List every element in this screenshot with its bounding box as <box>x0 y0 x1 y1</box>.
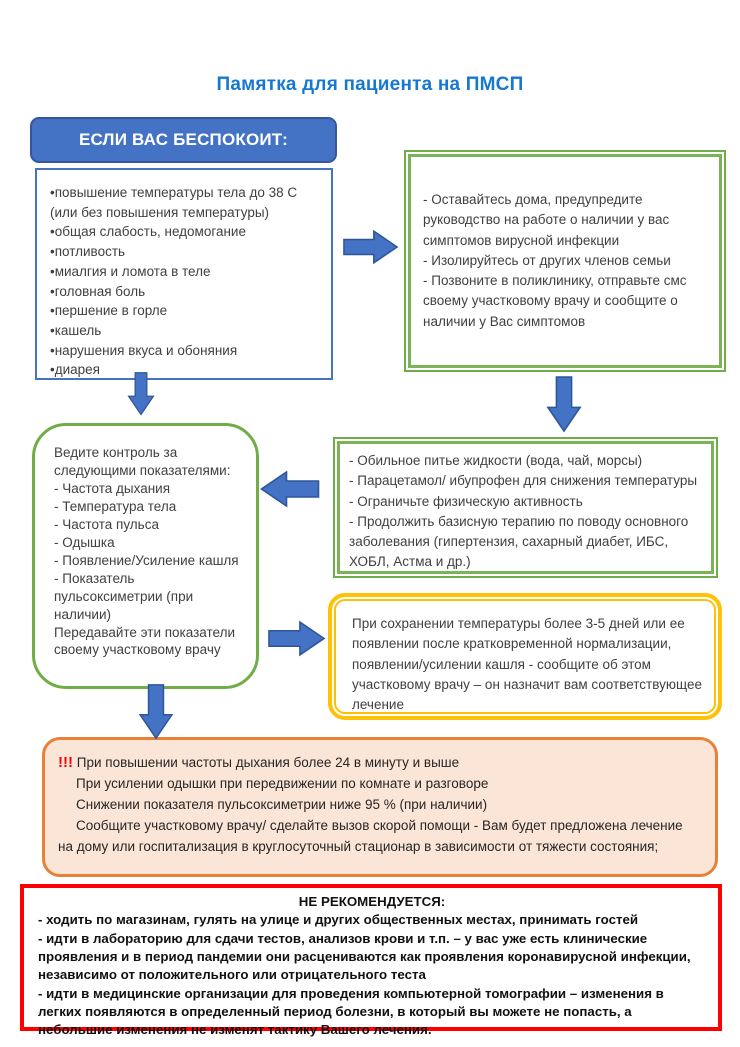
warning-line-text: При повышении частоты дыхания более 24 в минуту и выше <box>76 755 460 770</box>
warning-line: Снижении показателя пульсоксиметрии ниже 95 % (при наличии) <box>76 797 488 813</box>
monitor-line: - Температура тела <box>54 498 177 514</box>
arrow-right-icon <box>268 619 326 658</box>
monitor-line: Ведите контроль за следующими показателями: <box>54 445 231 478</box>
symptom-item: •диарея <box>50 362 100 378</box>
treatment-line: - Продолжить базисную терапию по поводу основного заболевания (гипертензия, сахарный диабет, ИБС, ХОБЛ, Астма и др.) <box>349 513 689 570</box>
monitor-indicators-box <box>32 423 259 689</box>
stay-home-line: - Позвоните в поликлинику, отправьте смс своему участковому врачу и сообщите о наличии у Вас симптомов <box>423 273 687 329</box>
treatment-line: - Ограничьте физическую активность <box>349 493 583 509</box>
not-recommended-line: - идти в лабораторию для сдачи тестов, анализов крови и т.п. – у вас уже есть клинические проявления и в период пандемии они расцениваются как проявления коронавирусной инфекции, независимо от положительного или отрицательного теста <box>38 930 691 983</box>
monitor-line: - Показатель пульсоксиметрии (при наличии) <box>54 570 194 622</box>
if-you-worry-header <box>30 117 337 163</box>
arrow-left-icon <box>255 469 324 509</box>
page-title: Памятка для пациента на ПМСП <box>216 74 524 95</box>
stay-home-line: - Оставайтесь дома, предупредите руководство на работе о наличии у вас симптомов вирусной инфекции <box>423 192 670 248</box>
symptom-item: •головная боль <box>50 283 146 299</box>
symptom-item: •повышение температуры тела до 38 С (или без повышения температуры) <box>50 185 298 220</box>
monitor-line: Передавайте эти показатели своему участковому врачу <box>54 624 236 658</box>
warning-line: Сообщите участковому врачу/ сделайте вызов скорой помощи - Вам будет предложена лечение на дому или госпитализация в круглосуточный стационар в зависимости от тяжести состояния; <box>58 818 683 855</box>
stay-home-box <box>404 150 726 372</box>
arrow-right-icon <box>343 226 399 268</box>
monitor-line: - Появление/Усиление кашля <box>54 552 239 568</box>
not-recommended-title: НЕ РЕКОМЕНДУЕТСЯ: <box>298 894 446 909</box>
arrow-down-icon <box>134 684 178 740</box>
monitor-line: - Одышка <box>54 534 115 550</box>
arrow-down-icon <box>544 376 584 433</box>
symptom-item: •кашель <box>50 322 102 338</box>
symptom-item: •першение в горле <box>50 303 168 319</box>
header-label: ЕСЛИ ВАС БЕСПОКОИТ: <box>78 130 289 149</box>
treatment-line: - Парацетамол/ ибупрофен для снижения температуры <box>349 473 698 489</box>
arrow-down-icon <box>116 372 166 416</box>
warning-line <box>58 751 701 774</box>
symptom-item: •общая слабость, недомогание <box>50 224 246 240</box>
persistent-fever-box <box>328 593 722 720</box>
not-recommended-box <box>20 884 722 1038</box>
monitor-line: - Частота пульса <box>54 516 159 532</box>
triple-exclamation-icon: !!! <box>58 754 73 771</box>
symptom-item: •нарушения вкуса и обоняния <box>50 342 238 358</box>
symptom-item: •миалгия и ломота в теле <box>50 263 211 279</box>
treatment-line: - Обильное питье жидкости (вода, чай, морсы) <box>349 453 643 468</box>
warning-line: При усилении одышки при передвижении по комнате и разговоре <box>76 776 489 792</box>
stay-home-line: - Изолируйтесь от других членов семьи <box>423 252 671 268</box>
warning-box <box>42 737 718 877</box>
symptoms-box <box>35 168 333 380</box>
not-recommended-line: - идти в медицинские организации для проведения компьютерной томографии – изменения в легких появляются в определенный период болезни, в который вы можете не попасть, а небольшие изменения не изменят тактику Вашего лечения. <box>38 985 664 1038</box>
fever-text: При сохранении температуры более 3-5 дней или ее появлении после кратковременной нормализации, появлении/усилении кашля - сообщите об этом участковому врачу – он назначит вам соответствующее лечение <box>352 616 702 712</box>
not-recommended-line: - ходить по магазинам, гулять на улице и других общественных местах, принимать гостей <box>38 912 639 928</box>
monitor-line: - Частота дыхания <box>54 480 171 496</box>
home-treatment-box <box>333 437 718 578</box>
symptom-item: •потливость <box>50 244 126 260</box>
